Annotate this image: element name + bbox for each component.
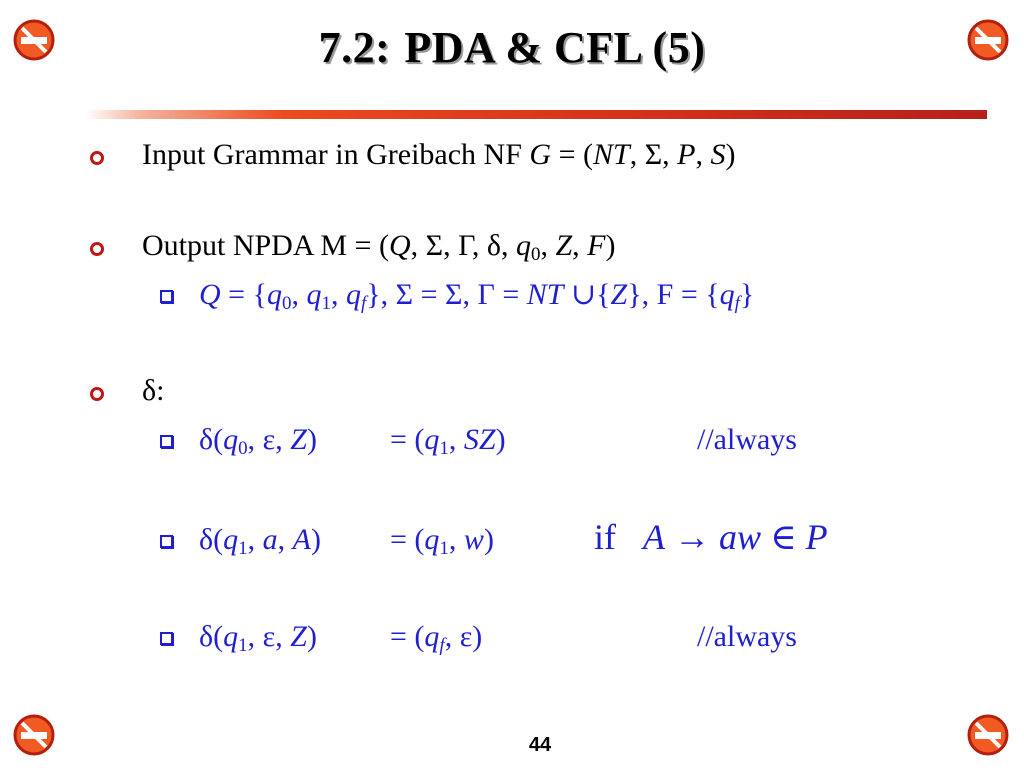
input-grammar-line: Input Grammar in Greibach NF G = (NT, Σ, P, S) — [142, 138, 736, 171]
title-underline — [85, 110, 987, 119]
transition-3-note: //always — [697, 620, 797, 653]
delta-heading: δ: — [142, 374, 165, 407]
slide-title: 7.2: PDA & CFL (5) — [318, 23, 706, 72]
transition-2-rhs: = ($q_1$, w) — [390, 523, 494, 559]
transition-3-lhs: $\delta(q_1$, ε, Z) — [199, 620, 317, 656]
page-number: 44 — [528, 734, 552, 756]
transition-2-lhs: $\delta(q_1$, a, A) — [199, 523, 321, 559]
npda-components-line: $Q = \{q_0$, $q_1$, $q_f$}, Σ = Σ, Γ = NT ∪{Z}, $F = \{q_f\}$ — [199, 278, 755, 314]
square-bullet-icon — [160, 435, 173, 448]
square-bullet-icon — [160, 290, 173, 303]
circle-bullet-icon — [90, 242, 104, 256]
output-npda-line: Output NPDA M = (Q, Σ, Γ, δ, $q_0$, Z, F) — [142, 229, 616, 265]
transition-1-note: //always — [697, 423, 797, 456]
circle-bullet-icon — [90, 387, 104, 401]
transition-1-lhs: $\delta(q_0$, ε, Z) — [199, 423, 317, 459]
transition-2-condition: if A → aw ∈ P — [594, 517, 828, 557]
square-bullet-icon — [160, 632, 173, 645]
circle-bullet-icon — [90, 151, 104, 165]
transition-1-rhs: = ($q_1$, SZ) — [390, 423, 506, 459]
square-bullet-icon — [160, 535, 173, 548]
transition-3-rhs: = ($q_f$, ε) — [390, 620, 483, 656]
